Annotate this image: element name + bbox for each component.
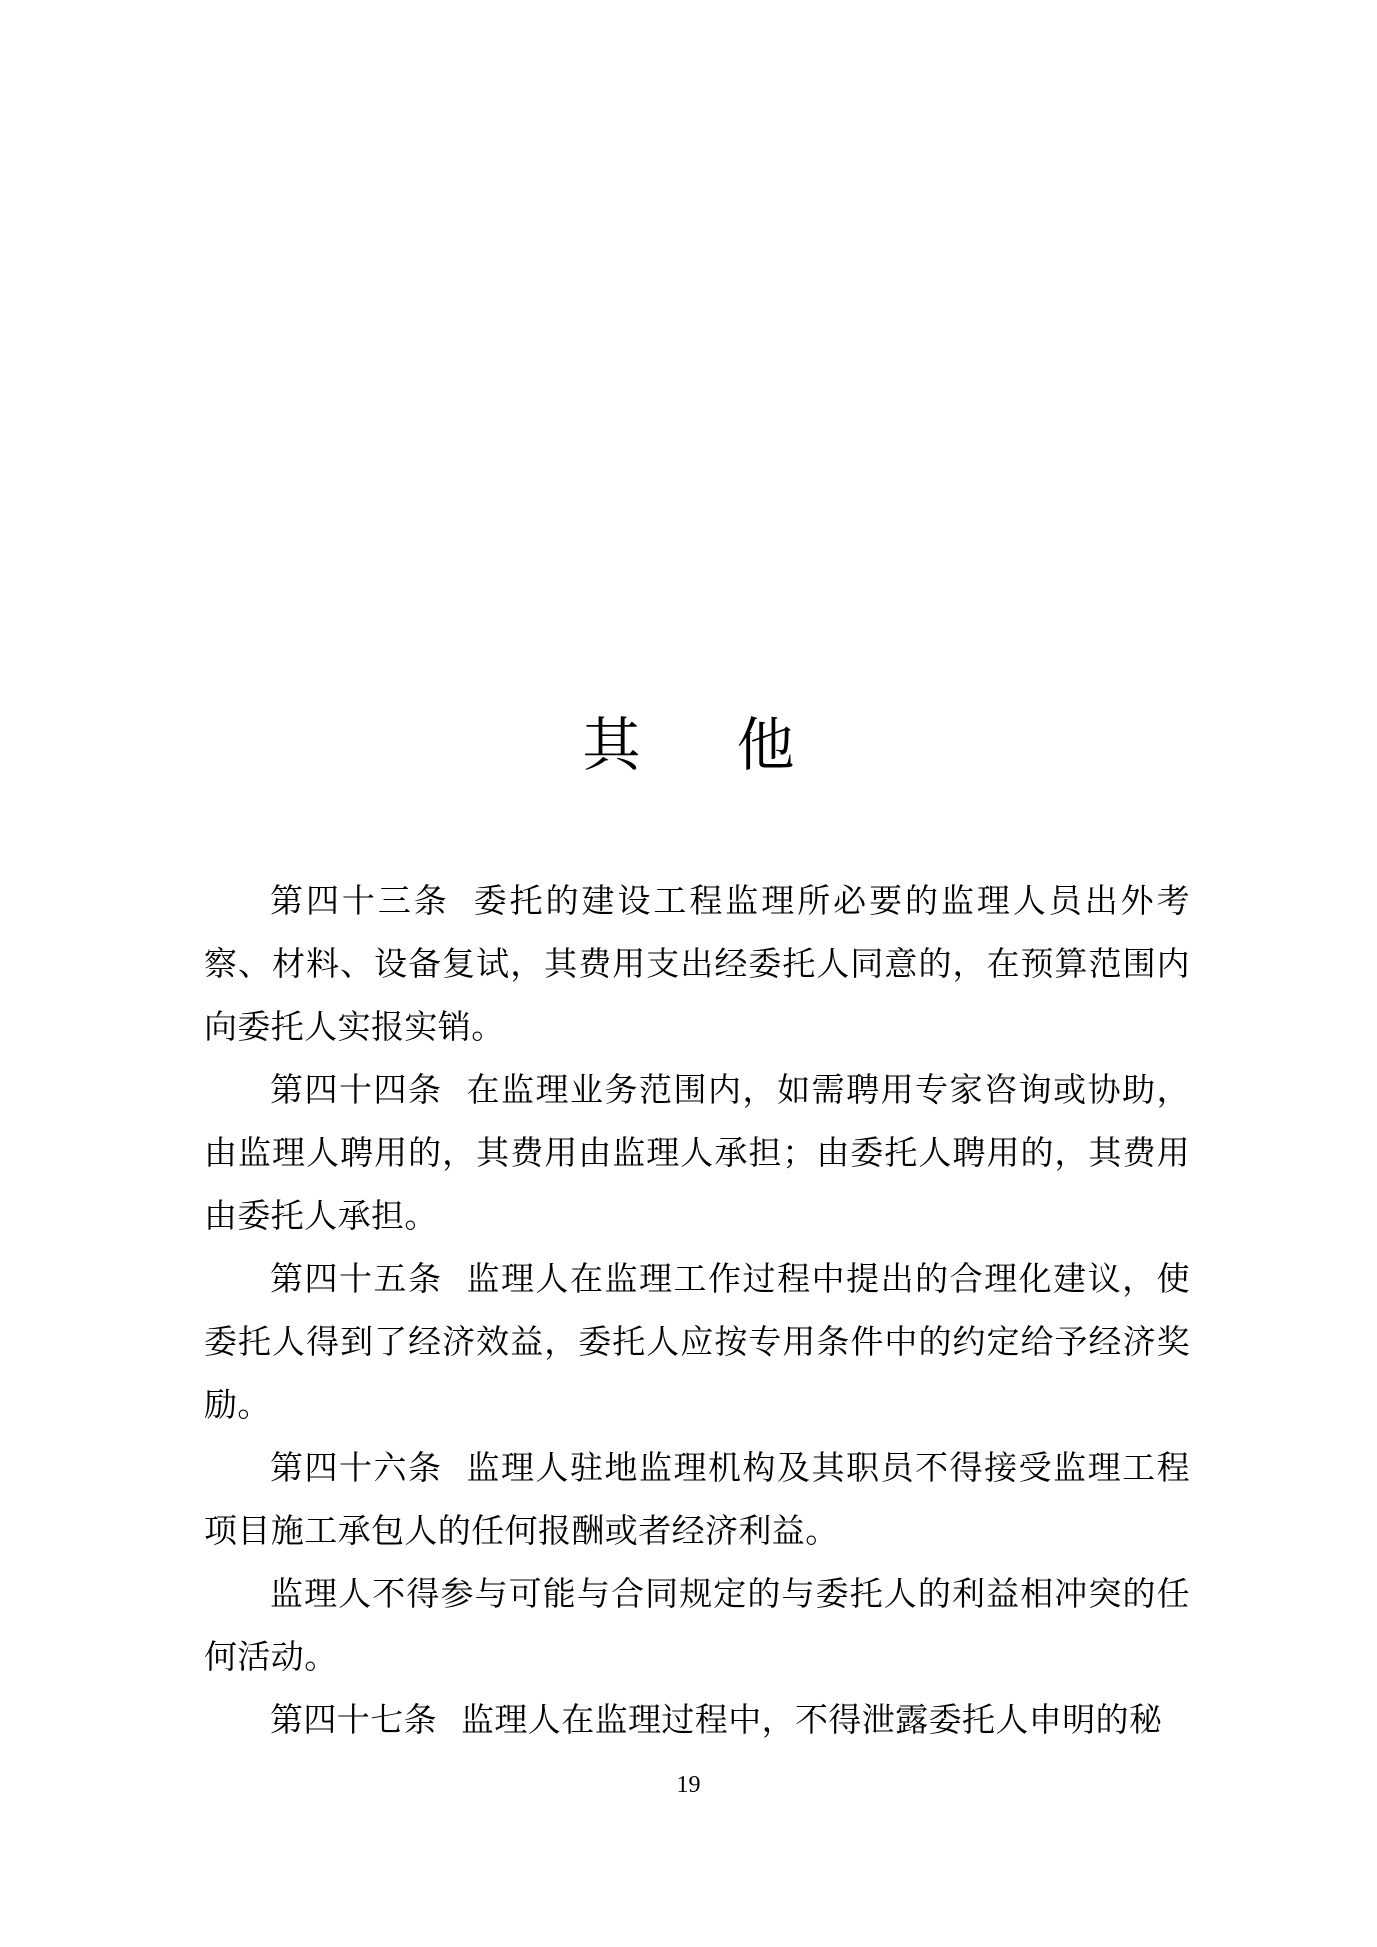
- article-number: 第四十七条: [270, 1700, 437, 1739]
- article-47: [204, 1688, 1190, 1751]
- article-text: 在监理业务范围内，如需聘用专家咨询或协助，由监理人聘用的，其费用由监理人承担；由委托人聘用的，其费用由委托人承担。: [204, 1070, 1191, 1235]
- article-46: [204, 1436, 1190, 1562]
- article-text: 监理人在监理过程中，不得泄露委托人申明的秘: [461, 1700, 1163, 1739]
- section-title-char-1: 其: [582, 711, 641, 779]
- article-text: 委托的建设工程监理所必要的监理人员出外考察、材料、设备复试，其费用支出经委托人同意的，在预算范围内向委托人实报实销。: [204, 881, 1191, 1046]
- section-title: [0, 705, 1377, 785]
- article-45: [204, 1247, 1190, 1436]
- section-title-char-2: 他: [736, 711, 795, 779]
- article-44: [204, 1058, 1190, 1247]
- article-number: 第四十三条: [270, 881, 450, 920]
- page-number: 19: [676, 1772, 701, 1798]
- article-number: 第四十六条: [270, 1448, 443, 1487]
- article-number: 第四十五条: [270, 1259, 443, 1298]
- article-text: 监理人驻地监理机构及其职员不得接受监理工程项目施工承包人的任何报酬或者经济利益。: [204, 1448, 1191, 1550]
- article-46-clause-2: [204, 1562, 1190, 1688]
- article-number: 第四十四条: [270, 1070, 443, 1109]
- article-text: 监理人在监理工作过程中提出的合理化建议，使委托人得到了经济效益，委托人应按专用条件中的约定给予经济奖励。: [204, 1259, 1191, 1424]
- article-text: 监理人不得参与可能与合同规定的与委托人的利益相冲突的任何活动。: [204, 1574, 1190, 1676]
- body-text: [204, 869, 1190, 1751]
- article-43: [204, 869, 1190, 1058]
